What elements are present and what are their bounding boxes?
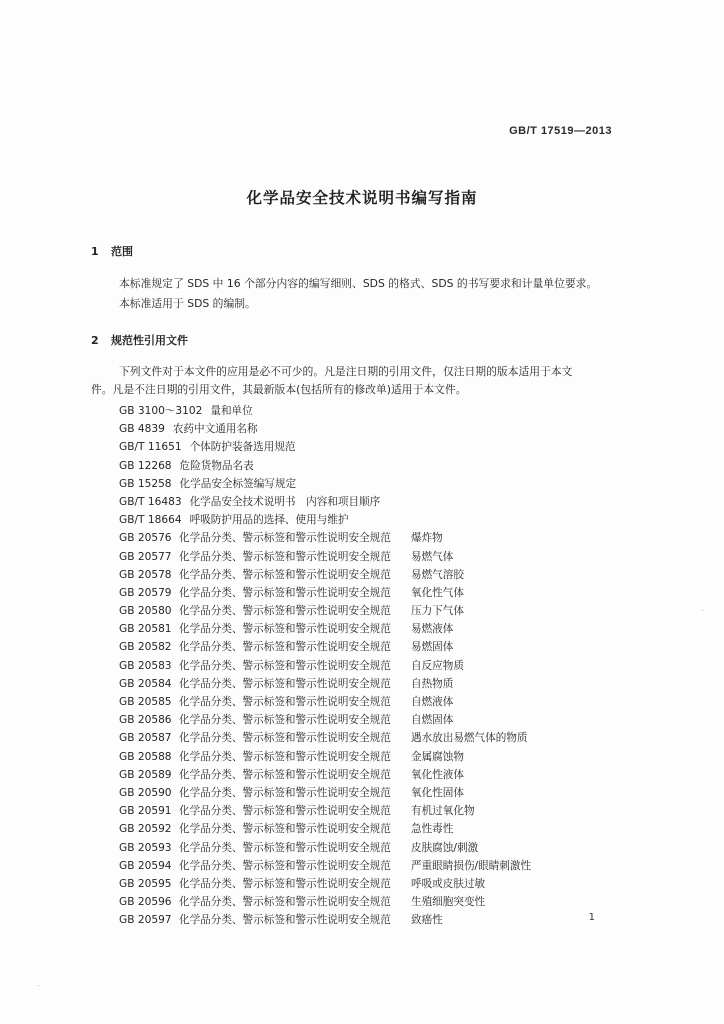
references-intro-line-2: 件。凡是不注日期的引用文件，其最新版本(包括所有的修改单)适用于本文件。 <box>91 383 467 396</box>
reference-item <box>119 438 531 456</box>
reference-code: GB 20591 <box>119 805 172 818</box>
section-number: 2 <box>91 334 99 347</box>
reference-item <box>119 839 531 857</box>
reference-title: 化学品分类、警示标签和警示性说明安全规范 <box>179 696 391 708</box>
reference-code: GB 20582 <box>119 641 172 654</box>
reference-title: 化学品分类、警示标签和警示性说明安全规范 <box>179 623 391 636</box>
reference-code: GB 20589 <box>119 768 172 781</box>
reference-code: GB 20579 <box>119 586 172 599</box>
reference-part-title: 氧化性液体 <box>411 768 464 781</box>
reference-code: GB 20583 <box>119 659 172 672</box>
reference-title: 化学品分类、警示标签和警示性说明安全规范 <box>179 896 391 909</box>
reference-code: GB 20580 <box>119 605 172 618</box>
reference-title: 化学品分类、警示标签和警示性说明安全规范 <box>179 714 391 727</box>
reference-code: GB 20596 <box>119 896 172 909</box>
standard-code: GB/T 17519—2013 <box>509 125 612 137</box>
reference-item <box>119 584 531 602</box>
scope-paragraph-2: 本标准适用于 SDS 的编制。 <box>119 297 256 310</box>
reference-item <box>119 457 531 475</box>
reference-item <box>119 875 531 893</box>
reference-code: GB/T 18664 <box>119 514 182 527</box>
reference-part-title: 严重眼睛损伤/眼睛刺激性 <box>411 859 532 872</box>
reference-title: 化学品分类、警示标签和警示性说明安全规范 <box>179 732 391 745</box>
reference-title: 化学品分类、警示标签和警示性说明安全规范 <box>179 550 391 563</box>
reference-code: GB 20584 <box>119 677 172 690</box>
reference-code: GB 20578 <box>119 568 172 581</box>
reference-code: GB/T 16483 <box>119 495 182 508</box>
reference-item <box>119 493 531 511</box>
reference-item <box>119 620 531 638</box>
reference-item <box>119 475 531 493</box>
reference-title: 化学品分类、警示标签和警示性说明安全规范 <box>179 677 391 690</box>
reference-item <box>119 566 531 584</box>
reference-item <box>119 657 531 675</box>
reference-code: GB 20592 <box>119 823 172 836</box>
reference-code: GB 20593 <box>119 841 172 854</box>
reference-code: GB 20590 <box>119 786 172 799</box>
section-2-heading <box>91 332 188 348</box>
reference-part-title: 皮肤腐蚀/刺激 <box>411 841 479 854</box>
reference-code: GB 20597 <box>119 914 172 927</box>
reference-part-title: 急性毒性 <box>411 823 454 836</box>
section-1-heading <box>91 243 133 259</box>
reference-part-title: 易燃固体 <box>411 641 454 654</box>
reference-code: GB 20588 <box>119 750 172 763</box>
reference-item <box>119 729 531 747</box>
reference-part-title: 自燃液体 <box>411 696 454 708</box>
section-number: 1 <box>91 245 99 258</box>
reference-item <box>119 784 531 802</box>
reference-code: GB 20576 <box>119 532 172 545</box>
reference-part-title: 易燃液体 <box>411 623 454 636</box>
section-title: 规范性引用文件 <box>111 334 188 347</box>
reference-item <box>119 638 531 656</box>
reference-code: GB 20581 <box>119 623 172 636</box>
reference-title: 量和单位 <box>210 405 253 417</box>
reference-title: 个体防护装备选用规范 <box>189 441 296 454</box>
reference-title: 化学品安全技术说明书 内容和项目顺序 <box>189 495 381 508</box>
reference-code: GB/T 11651 <box>119 441 182 454</box>
reference-item <box>119 693 531 711</box>
reference-part-title: 呼吸或皮肤过敏 <box>411 877 486 890</box>
reference-title: 化学品分类、警示标签和警示性说明安全规范 <box>179 914 391 927</box>
scope-paragraph-1: 本标准规定了 SDS 中 16 个部分内容的编写细则、SDS 的格式、SDS 的书写要求和计量单位要求。 <box>119 277 598 290</box>
reference-item <box>119 420 531 438</box>
reference-title: 化学品分类、警示标签和警示性说明安全规范 <box>179 659 391 672</box>
reference-part-title: 自反应物质 <box>411 659 464 672</box>
reference-part-title: 氧化性固体 <box>411 786 464 799</box>
reference-title: 化学品安全标签编写规定 <box>179 477 297 490</box>
reference-title: 化学品分类、警示标签和警示性说明安全规范 <box>179 641 391 654</box>
document-title: 化学品安全技术说明书编写指南 <box>246 189 478 207</box>
reference-code: GB 20577 <box>119 550 172 563</box>
reference-part-title: 爆炸物 <box>411 532 443 545</box>
reference-part-title: 生殖细胞突变性 <box>411 896 486 909</box>
reference-part-title: 金属腐蚀物 <box>411 750 464 763</box>
scan-speck <box>702 610 703 611</box>
reference-item <box>119 711 531 729</box>
reference-part-title: 致癌性 <box>411 914 443 927</box>
reference-item <box>119 548 531 566</box>
reference-part-title: 氧化性气体 <box>411 586 464 599</box>
page-number: 1 <box>588 912 595 923</box>
reference-part-title: 压力下气体 <box>411 605 464 618</box>
reference-title: 危险货物品名表 <box>179 459 254 472</box>
references-intro-line-1: 下列文件对于本文件的应用是必不可少的。凡是注日期的引用文件，仅注日期的版本适用于本文 <box>119 365 573 378</box>
reference-title: 农药中文通用名称 <box>172 423 258 436</box>
reference-part-title: 自燃固体 <box>411 714 454 727</box>
reference-item <box>119 857 531 875</box>
reference-item <box>119 529 531 547</box>
reference-title: 化学品分类、警示标签和警示性说明安全规范 <box>179 586 391 599</box>
scan-speck <box>38 985 39 986</box>
reference-item <box>119 820 531 838</box>
reference-code: GB 15258 <box>119 477 172 490</box>
reference-code: GB 20595 <box>119 877 172 890</box>
reference-item <box>119 911 531 929</box>
reference-item <box>119 402 531 420</box>
section-title: 范围 <box>111 245 133 258</box>
reference-item <box>119 893 531 911</box>
reference-code: GB 4839 <box>119 423 165 436</box>
reference-item <box>119 766 531 784</box>
reference-code: GB 12268 <box>119 459 172 472</box>
reference-title: 化学品分类、警示标签和警示性说明安全规范 <box>179 786 391 799</box>
reference-title: 化学品分类、警示标签和警示性说明安全规范 <box>179 877 391 890</box>
reference-item <box>119 511 531 529</box>
reference-title: 化学品分类、警示标签和警示性说明安全规范 <box>179 841 391 854</box>
reference-title: 化学品分类、警示标签和警示性说明安全规范 <box>179 859 391 872</box>
reference-title: 化学品分类、警示标签和警示性说明安全规范 <box>179 605 391 618</box>
reference-part-title: 有机过氧化物 <box>411 805 475 818</box>
reference-title: 化学品分类、警示标签和警示性说明安全规范 <box>179 805 391 818</box>
reference-item <box>119 675 531 693</box>
reference-item <box>119 602 531 620</box>
reference-part-title: 易燃气体 <box>411 550 454 563</box>
reference-title: 化学品分类、警示标签和警示性说明安全规范 <box>179 532 391 545</box>
reference-list <box>119 402 531 929</box>
reference-code: GB 3100～3102 <box>119 405 203 417</box>
reference-title: 呼吸防护用品的选择、使用与维护 <box>189 514 349 527</box>
reference-code: GB 20585 <box>119 696 172 708</box>
reference-title: 化学品分类、警示标签和警示性说明安全规范 <box>179 768 391 781</box>
reference-code: GB 20586 <box>119 714 172 727</box>
reference-title: 化学品分类、警示标签和警示性说明安全规范 <box>179 823 391 836</box>
reference-title: 化学品分类、警示标签和警示性说明安全规范 <box>179 568 391 581</box>
reference-part-title: 自热物质 <box>411 677 454 690</box>
reference-title: 化学品分类、警示标签和警示性说明安全规范 <box>179 750 391 763</box>
reference-item <box>119 802 531 820</box>
reference-part-title: 遇水放出易燃气体的物质 <box>411 732 528 745</box>
reference-part-title: 易燃气溶胶 <box>411 568 464 581</box>
reference-code: GB 20587 <box>119 732 172 745</box>
reference-code: GB 20594 <box>119 859 172 872</box>
reference-item <box>119 748 531 766</box>
